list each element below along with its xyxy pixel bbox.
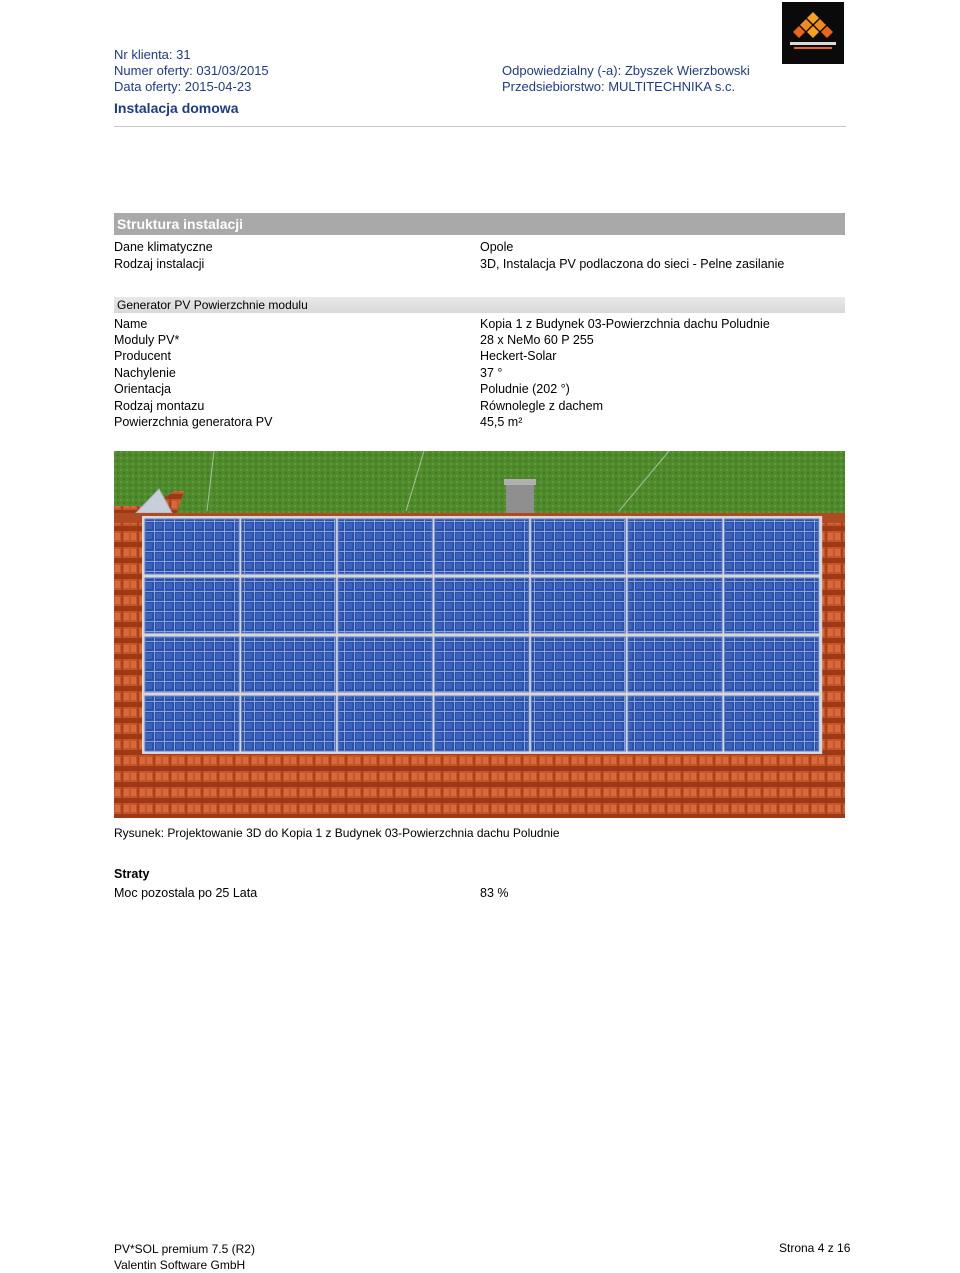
roof-3d-image bbox=[114, 451, 845, 818]
pv-module bbox=[242, 637, 336, 692]
vendor-name: Valentin Software GmbH bbox=[114, 1258, 246, 1272]
label-mounting: Rodzaj montazu bbox=[114, 399, 205, 413]
pv-module bbox=[338, 578, 432, 633]
label-install-type: Rodzaj instalacji bbox=[114, 257, 205, 271]
pv-module bbox=[628, 637, 722, 692]
page-number: Strona 4 z 16 bbox=[779, 1241, 851, 1255]
pv-module bbox=[531, 637, 625, 692]
pv-module bbox=[242, 578, 336, 633]
figure-caption: Rysunek: Projektowanie 3D do Kopia 1 z Budynek 03-Powierzchnia dachu Poludnie bbox=[114, 826, 560, 840]
header-divider bbox=[114, 126, 846, 127]
label-climate: Dane klimatyczne bbox=[114, 240, 213, 254]
pv-module bbox=[725, 519, 819, 574]
pv-module bbox=[435, 519, 529, 574]
pv-module bbox=[531, 519, 625, 574]
pv-module bbox=[242, 519, 336, 574]
value-modules: 28 x NeMo 60 P 255 bbox=[480, 333, 594, 347]
value-climate: Opole bbox=[480, 240, 514, 254]
label-modules: Moduly PV* bbox=[114, 333, 180, 347]
losses-value: 83 % bbox=[480, 886, 509, 900]
offer-date: Data oferty: 2015-04-23 bbox=[114, 79, 252, 94]
value-tilt: 37 ° bbox=[480, 366, 503, 380]
pv-module bbox=[725, 637, 819, 692]
company-logo bbox=[782, 2, 844, 64]
pv-module bbox=[435, 637, 529, 692]
client-number: Nr klienta: 31 bbox=[114, 47, 191, 62]
value-producer: Heckert-Solar bbox=[480, 349, 557, 363]
footer-software bbox=[114, 1241, 255, 1273]
value-mounting: Równolegle z dachem bbox=[480, 399, 603, 413]
value-name: Kopia 1 z Budynek 03-Powierzchnia dachu Poludnie bbox=[480, 317, 770, 331]
section-title-generator: Generator PV Powierzchnie modulu bbox=[114, 297, 845, 313]
company-name: Przedsiebiorstwo: MULTITECHNIKA s.c. bbox=[502, 79, 736, 94]
pv-module bbox=[435, 696, 529, 751]
pv-module bbox=[628, 578, 722, 633]
company-info bbox=[502, 63, 750, 95]
label-orientation: Orientacja bbox=[114, 382, 171, 396]
pv-module bbox=[531, 696, 625, 751]
pv-module bbox=[725, 696, 819, 751]
label-name: Name bbox=[114, 317, 148, 331]
pv-module bbox=[145, 519, 239, 574]
label-tilt: Nachylenie bbox=[114, 366, 176, 380]
pv-module bbox=[628, 519, 722, 574]
pv-module bbox=[628, 696, 722, 751]
software-name: PV*SOL premium 7.5 (R2) bbox=[114, 1242, 255, 1256]
pv-module bbox=[338, 519, 432, 574]
offer-number: Numer oferty: 031/03/2015 bbox=[114, 63, 269, 78]
value-orientation: Poludnie (202 °) bbox=[480, 382, 570, 396]
pv-module bbox=[145, 637, 239, 692]
pv-module bbox=[145, 578, 239, 633]
responsible-person: Odpowiedzialny (-a): Zbyszek Wierzbowski bbox=[502, 63, 750, 78]
pv-module bbox=[338, 696, 432, 751]
losses-label: Moc pozostala po 25 Lata bbox=[114, 886, 258, 900]
section-title-structure: Struktura instalacji bbox=[114, 213, 845, 235]
label-area: Powierzchnia generatora PV bbox=[114, 415, 273, 429]
pv-module bbox=[242, 696, 336, 751]
offer-info bbox=[114, 47, 269, 95]
label-producer: Producent bbox=[114, 349, 171, 363]
pv-module bbox=[531, 578, 625, 633]
pv-module bbox=[338, 637, 432, 692]
pv-module bbox=[435, 578, 529, 633]
page-subtitle: Instalacja domowa bbox=[114, 100, 239, 116]
value-area: 45,5 m² bbox=[480, 415, 523, 429]
losses-title: Straty bbox=[114, 867, 150, 881]
pv-module bbox=[145, 696, 239, 751]
pv-module bbox=[725, 578, 819, 633]
value-install-type: 3D, Instalacja PV podlaczona do sieci - Pelne zasilanie bbox=[480, 257, 785, 271]
